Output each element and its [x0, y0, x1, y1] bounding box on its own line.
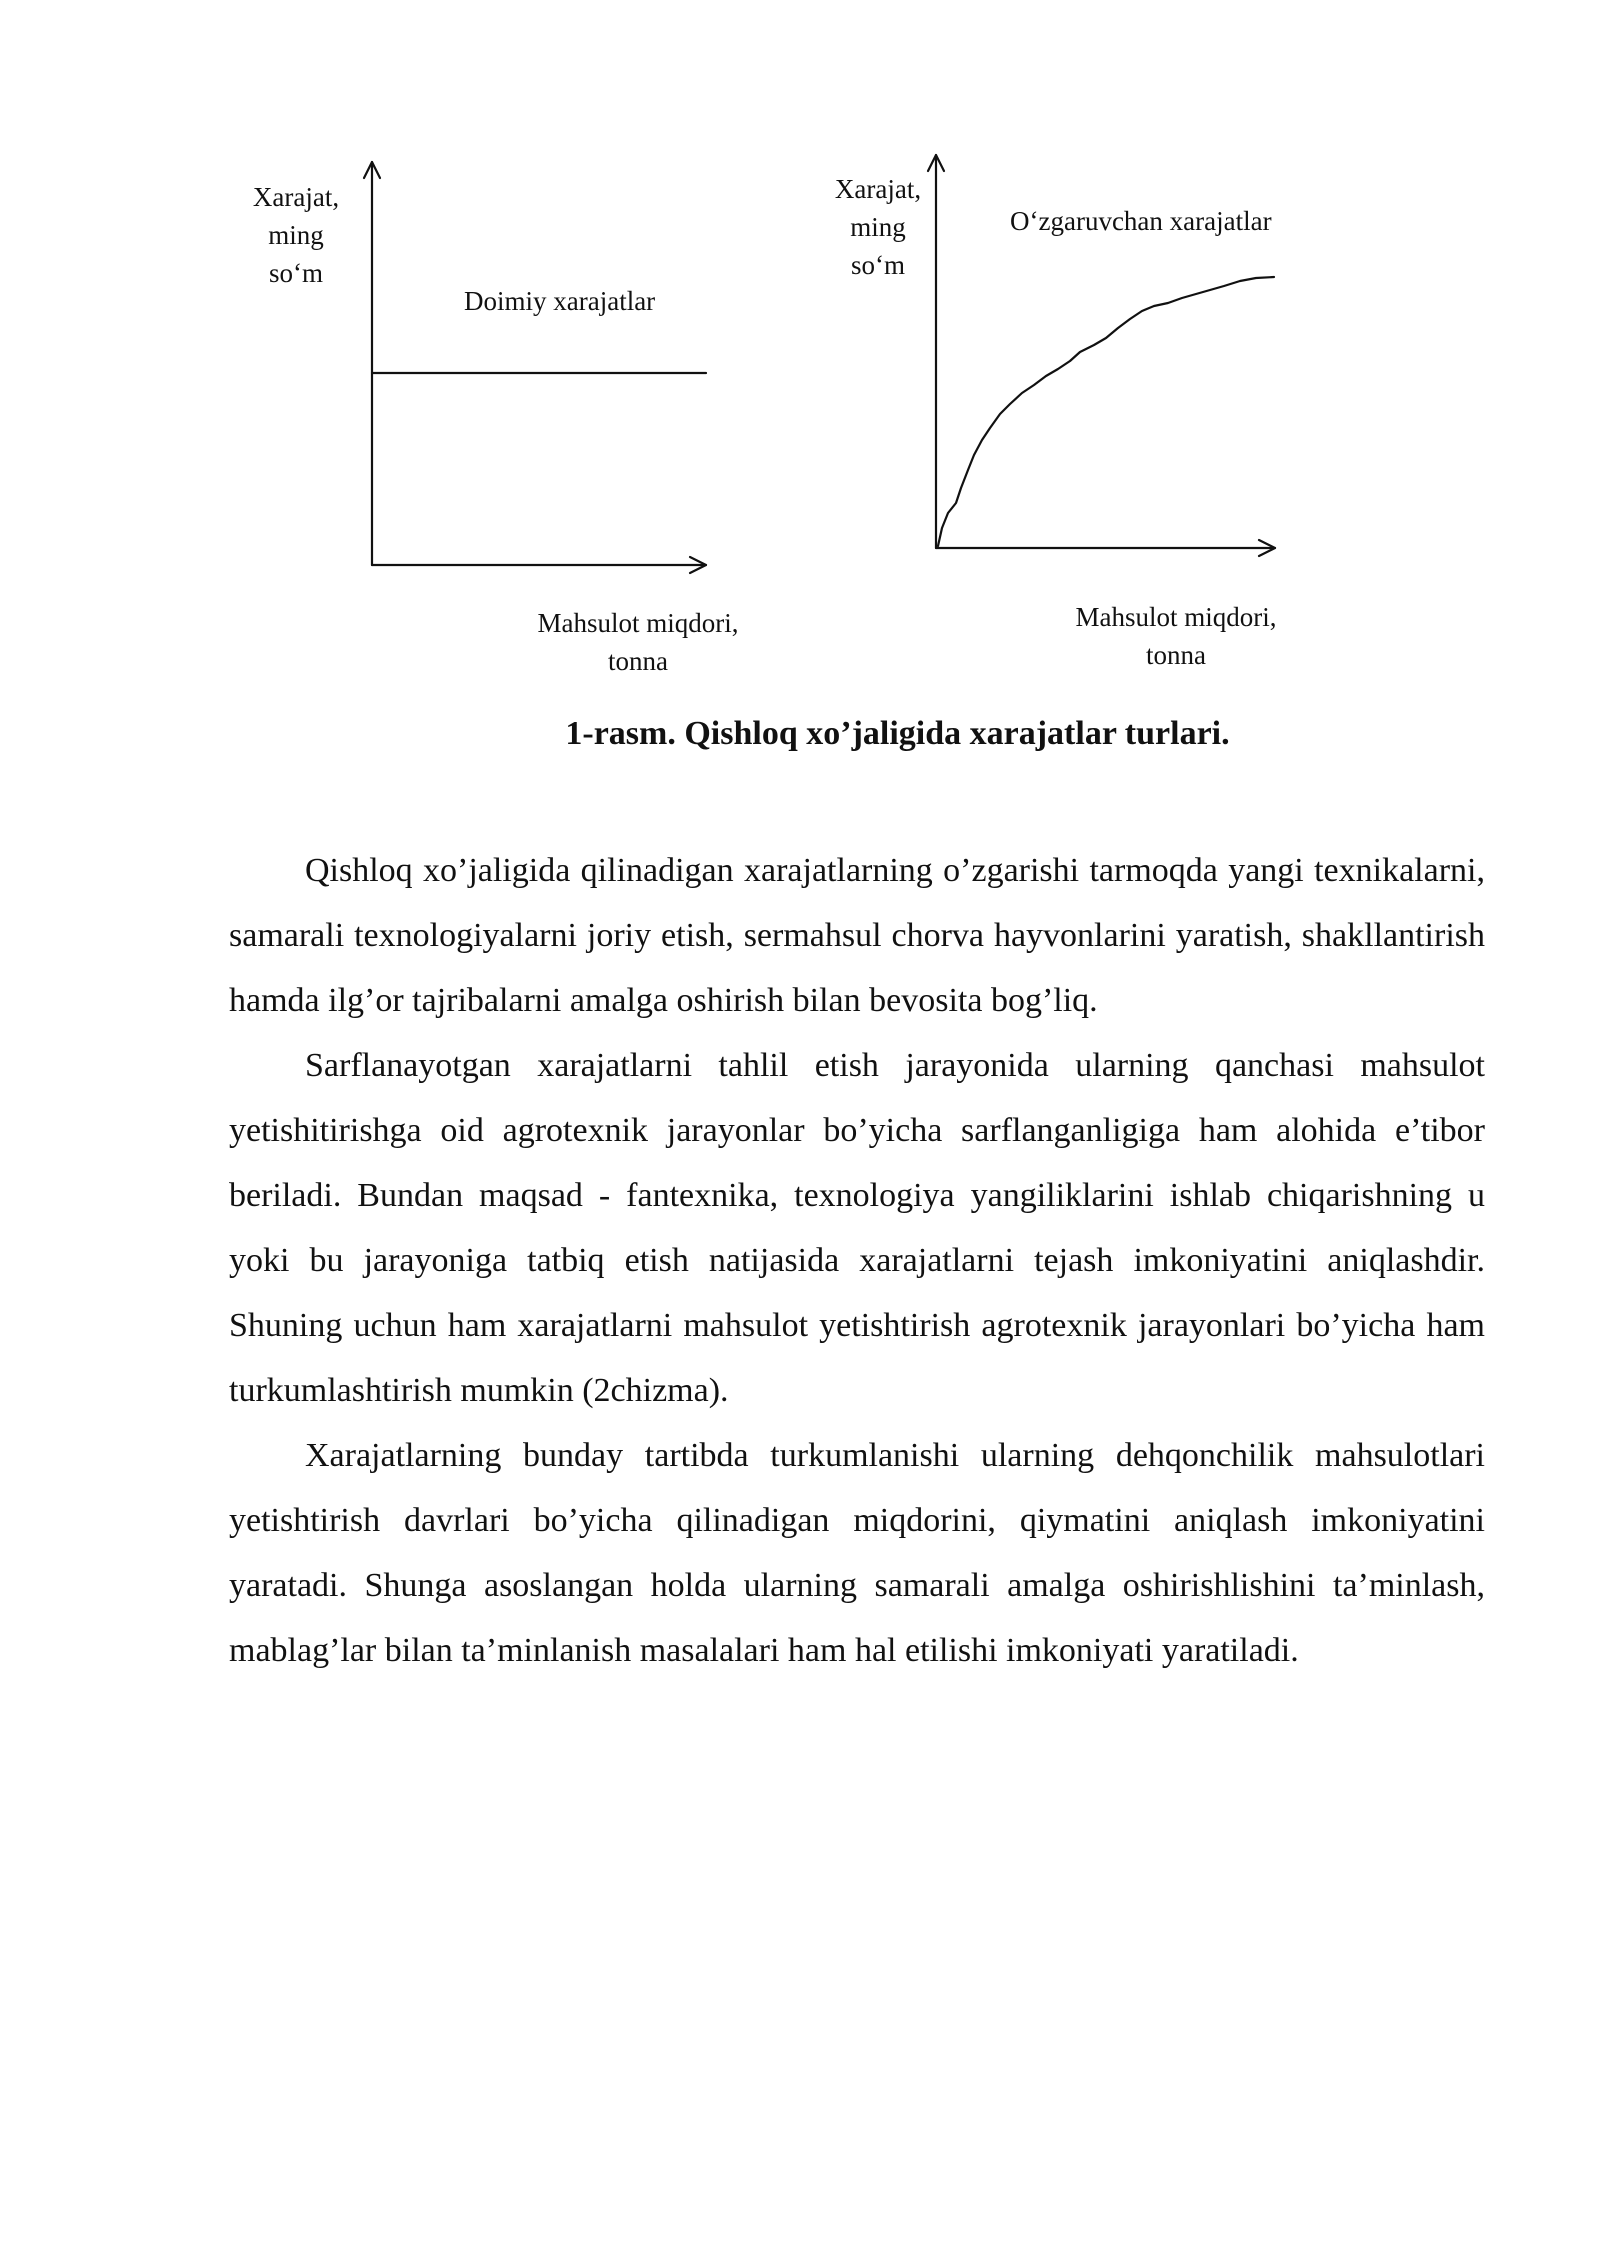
right-x-label-line-2: tonna — [1146, 640, 1206, 670]
left-y-label-line-2: ming — [268, 220, 324, 250]
left-y-label-line-1: Xarajat, — [252, 182, 340, 212]
left-x-axis-label — [510, 604, 766, 680]
body-text — [229, 838, 1485, 1683]
right-x-axis-label — [1048, 598, 1304, 674]
right-y-label-line-3: so‘m — [851, 250, 905, 280]
right-y-label-line-1: Xarajat, — [834, 174, 922, 204]
figure-drawing — [0, 0, 1600, 700]
paragraph-3: Xarajatlarning bunday tartibda turkumlanishi ularning dehqonchilik mahsulotlari yetishtirish davrlari bo’yicha qilinadigan miqdorini, qiymatini aniqlash imkoniyatini yaratadi. Shunga asoslangan holda ularning samarali amalga oshirishlishini ta’minlash, mablag’lar bilan ta’minlanish masalalari ham hal etilishi imkoniyati yaratiladi. — [229, 1437, 1485, 1669]
right-y-label-line-2: ming — [850, 212, 906, 242]
variable-cost-curve — [938, 277, 1274, 546]
right-y-axis-label — [822, 170, 934, 284]
right-x-label-line-1: Mahsulot miqdori, — [1075, 602, 1277, 632]
variable-cost-label: O‘zgaruvchan xarajatlar — [1010, 206, 1272, 236]
figure-caption: 1-rasm. Qishloq xo’jaligida xarajatlar turlari. — [565, 715, 1230, 752]
paragraph-2: Sarflanayotgan xarajatlarni tahlil etish jarayonida ularning qanchasi mahsulot yetishitirishga oid agrotexnik jarayonlar bo’yicha sarflanganligiga ham alohida e’tibor beriladi. Bundan maqsad - fantexnika, texnologiya yangiliklarini ishlab chiqarishning u yoki bu jarayoniga tatbiq etish natijasida xarajatlarni tejash imkoniyatini aniqlashdir. Shuning uchun ham xarajatlarni mahsulot yetishtirish agrotexnik jarayonlari bo’yicha ham turkumlashtirish mumkin (2chizma). — [229, 1047, 1485, 1409]
fixed-cost-label: Doimiy xarajatlar — [464, 286, 656, 316]
left-x-label-line-1: Mahsulot miqdori, — [537, 608, 739, 638]
paragraph-1: Qishloq xo’jaligida qilinadigan xarajatlarning o’zgarishi tarmoqda yangi texnikalarni, samarali texnologiyalarni joriy etish, sermahsul chorva hayvonlarini yaratish, shakllantirish hamda ilg’or tajribalarni amalga oshirish bilan bevosita bog’liq. — [229, 852, 1485, 1019]
left-y-label-line-3: so‘m — [269, 258, 323, 288]
left-x-label-line-2: tonna — [608, 646, 668, 676]
left-y-axis-label — [240, 178, 352, 292]
